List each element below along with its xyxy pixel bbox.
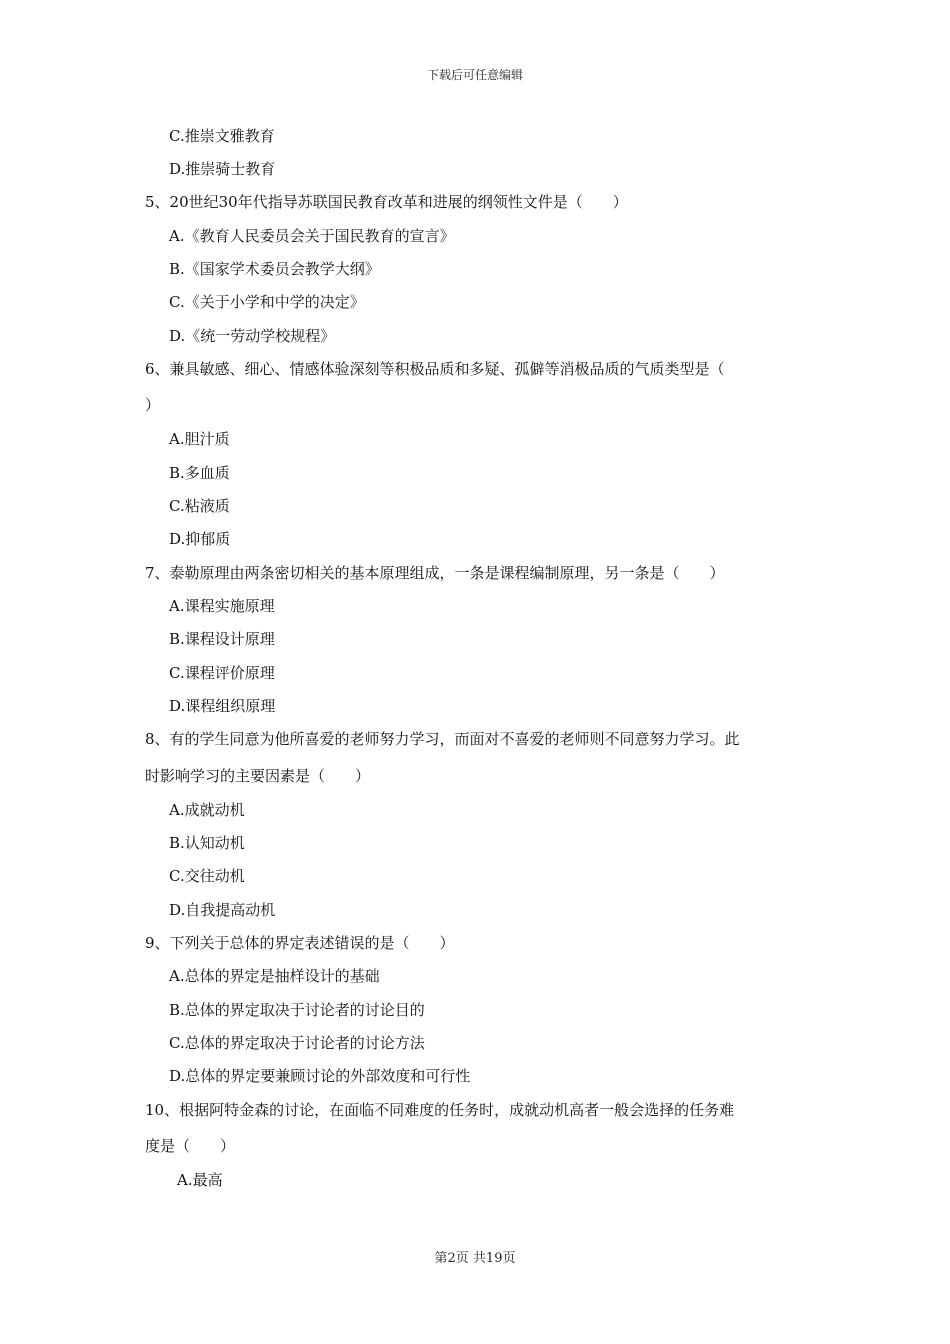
question-continuation: 度是（ ） <box>145 1137 236 1155</box>
option-line: A.《教育人民委员会关于国民教育的宣言》 <box>169 227 455 245</box>
question-line: 8、有的学生同意为他所喜爱的老师努力学习，而面对不喜爱的老师则不同意努力学习。此 <box>145 730 740 748</box>
question-line: 5、20世纪30年代指导苏联国民教育改革和进展的纲领性文件是（ ） <box>145 193 628 211</box>
option-line: A.成就动机 <box>169 801 245 819</box>
option-line: D.课程组织原理 <box>169 697 276 715</box>
page-footer: 第2页 共19页 <box>434 1251 516 1266</box>
option-line: A.最高 <box>177 1171 223 1189</box>
option-line: D.总体的界定要兼顾讨论的外部效度和可行性 <box>169 1067 471 1085</box>
option-line: A.总体的界定是抽样设计的基础 <box>169 967 380 985</box>
page-header: 下载后可任意编辑 <box>426 68 523 82</box>
option-line: B.《国家学术委员会教学大纲》 <box>169 260 380 278</box>
option-line: C.《关于小学和中学的决定》 <box>169 293 365 311</box>
option-line: B.多血质 <box>169 464 230 482</box>
option-line: A.课程实施原理 <box>169 597 275 615</box>
question-continuation: ） <box>145 396 161 414</box>
option-line: A.胆汁质 <box>169 430 230 448</box>
option-line: C.总体的界定取决于讨论者的讨论方法 <box>169 1034 425 1052</box>
option-line: B.课程设计原理 <box>169 630 275 648</box>
option-line: C.交往动机 <box>169 867 245 885</box>
option-line: D.抑郁质 <box>169 530 231 548</box>
option-line: D.自我提高动机 <box>169 901 276 919</box>
question-continuation: 时影响学习的主要因素是（ ） <box>145 767 371 785</box>
question-line: 6、兼具敏感、细心、情感体验深刻等积极品质和多疑、孤僻等消极品质的气质类型是（ <box>145 360 725 378</box>
option-line: D.推崇骑士教育 <box>169 160 276 178</box>
option-line: B.总体的界定取决于讨论者的讨论目的 <box>169 1001 425 1019</box>
option-line: D.《统一劳动学校规程》 <box>169 327 336 345</box>
option-line: C.粘液质 <box>169 497 230 515</box>
option-line: C.课程评价原理 <box>169 664 275 682</box>
question-line: 9、下列关于总体的界定表述错误的是（ ） <box>145 934 455 952</box>
question-line: 7、泰勒原理由两条密切相关的基本原理组成，一条是课程编制原理，另一条是（ ） <box>145 564 725 582</box>
question-line: 10、根据阿特金森的讨论，在面临不同难度的任务时，成就动机高者一般会选择的任务难 <box>145 1101 735 1119</box>
option-line: B.认知动机 <box>169 834 245 852</box>
option-line: C.推崇文雅教育 <box>169 127 275 145</box>
